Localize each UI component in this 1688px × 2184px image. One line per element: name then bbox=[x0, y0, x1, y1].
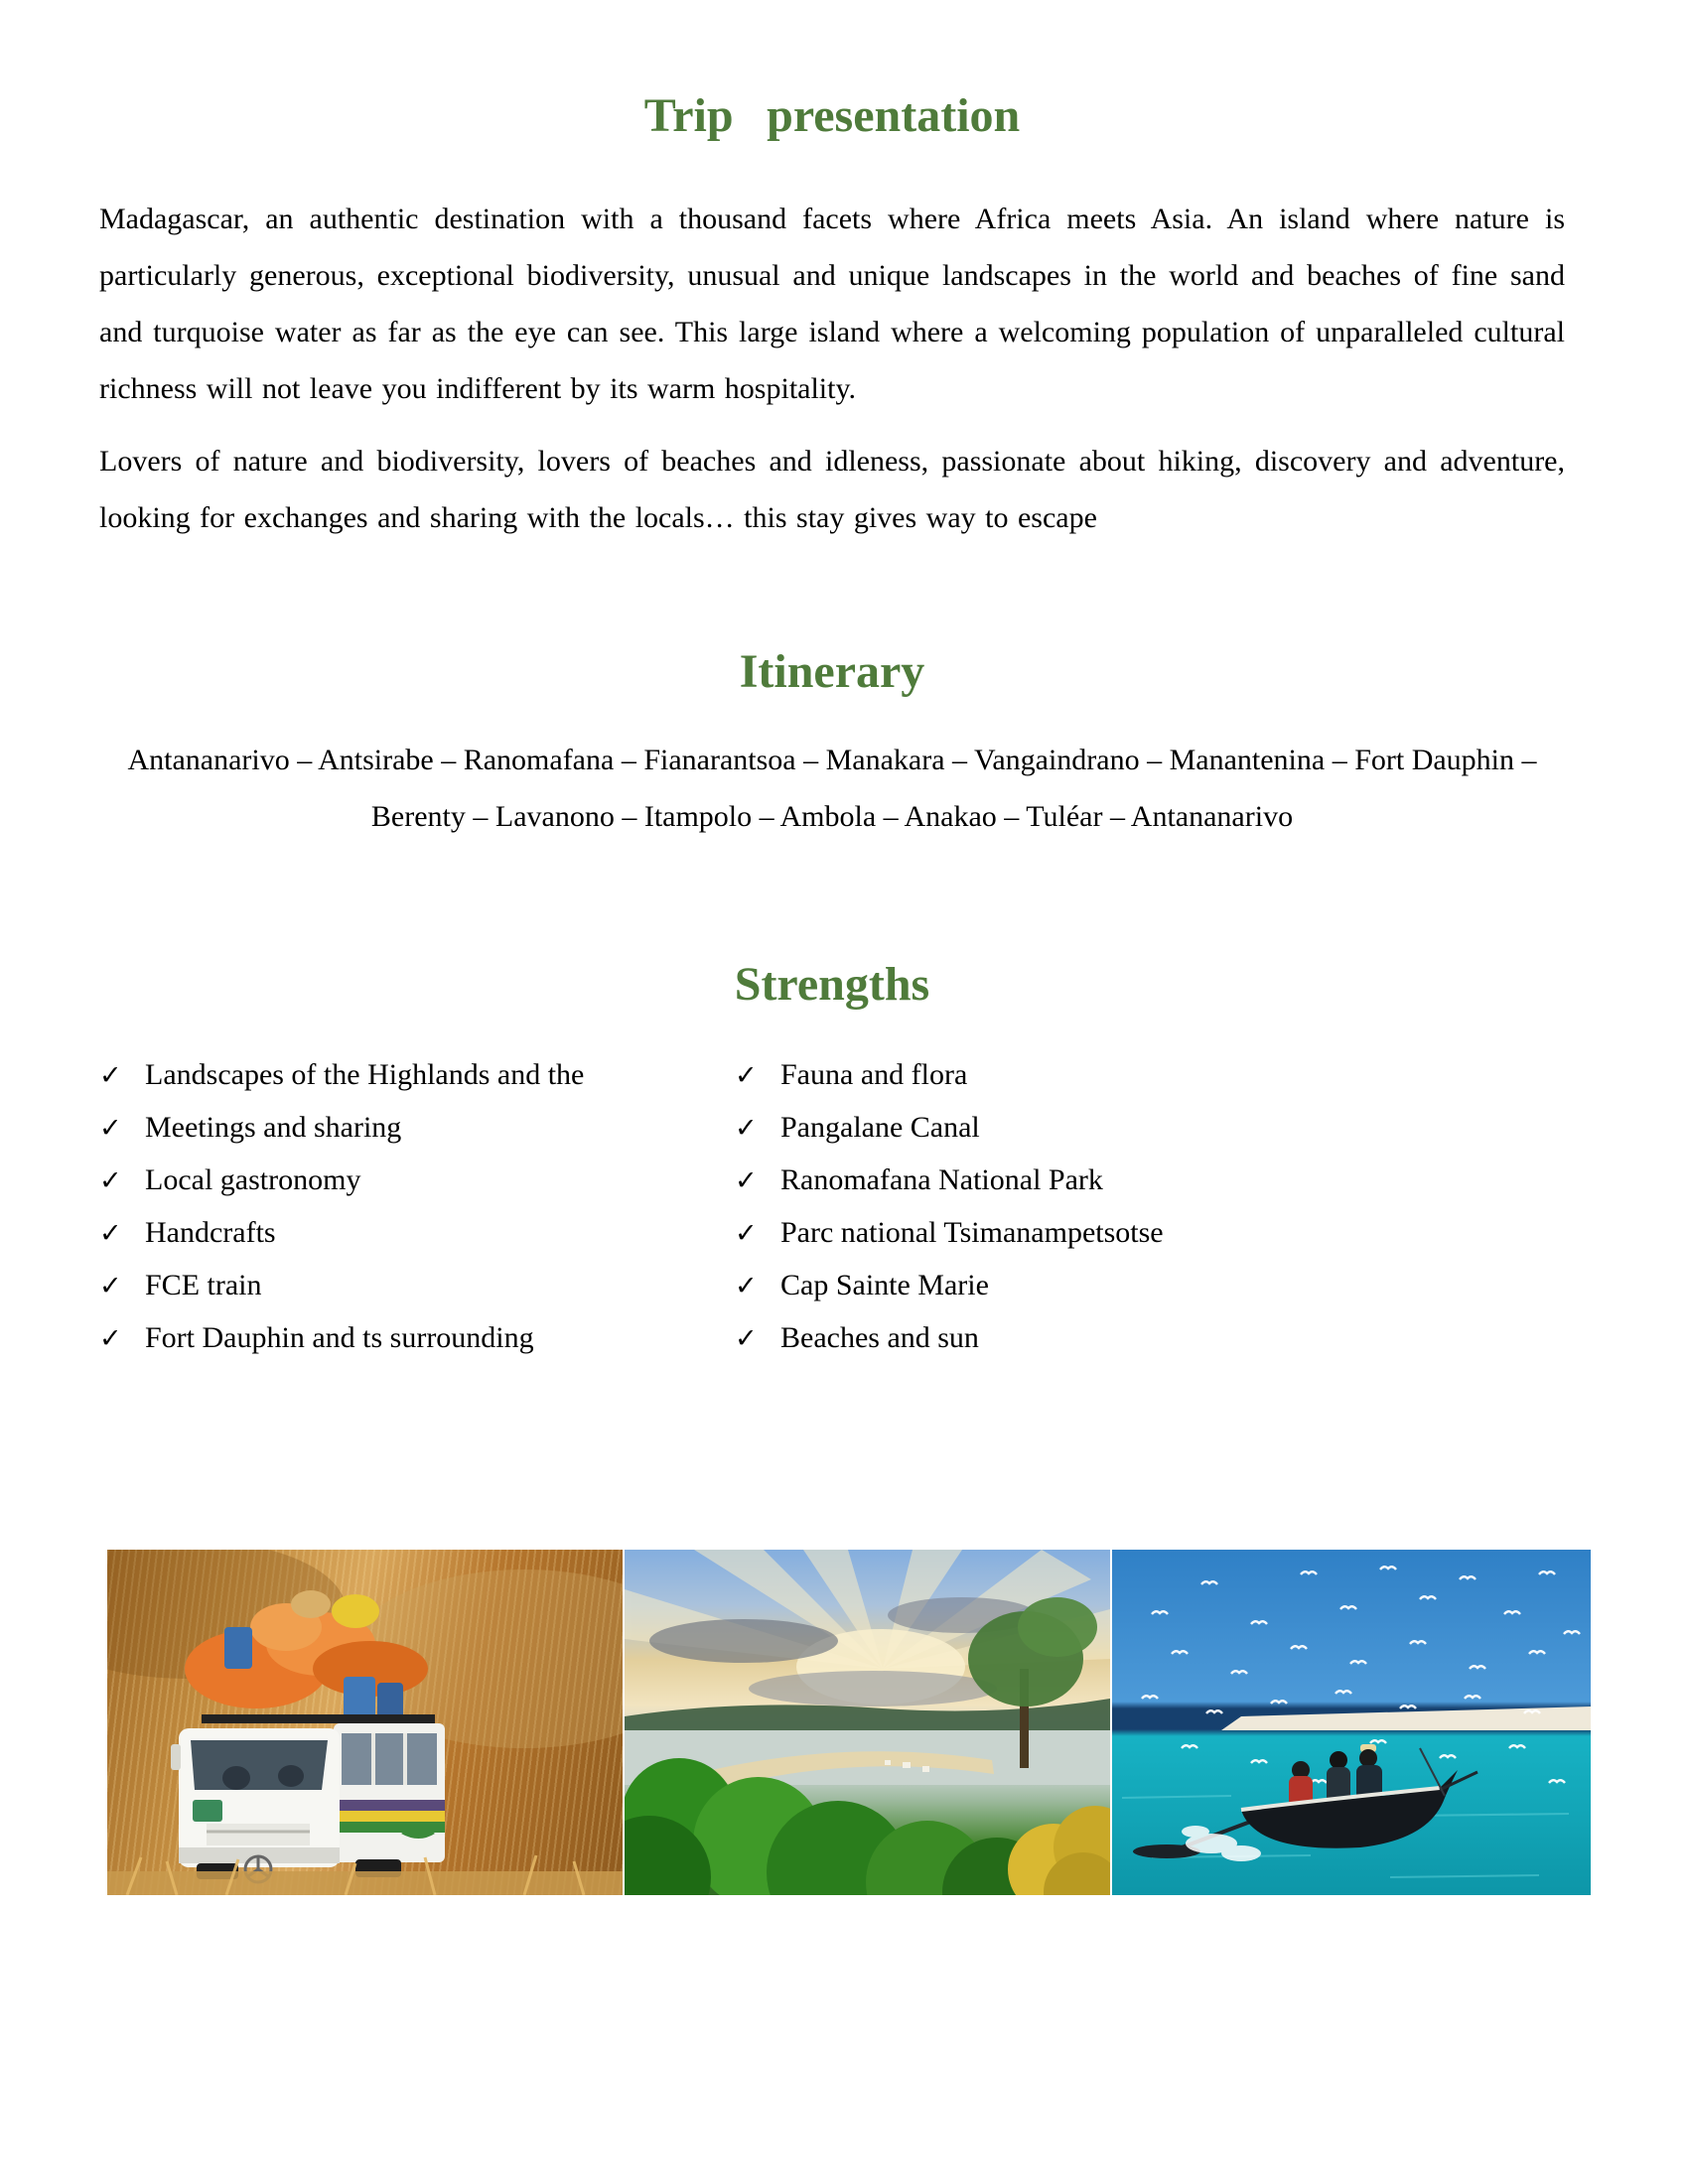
check-icon: ✓ bbox=[99, 1060, 122, 1092]
strength-label: Handcrafts bbox=[145, 1216, 276, 1250]
strength-label: Pangalane Canal bbox=[780, 1111, 980, 1145]
strength-item bbox=[735, 1049, 1164, 1102]
strength-label: Cap Sainte Marie bbox=[780, 1269, 989, 1302]
strength-label: Meetings and sharing bbox=[145, 1111, 402, 1145]
check-icon: ✓ bbox=[99, 1165, 122, 1197]
strength-item bbox=[735, 1260, 1164, 1312]
strengths-list-left bbox=[99, 1049, 735, 1365]
check-icon: ✓ bbox=[735, 1165, 758, 1197]
strength-label: Fauna and flora bbox=[780, 1058, 968, 1092]
photo-strip bbox=[107, 1550, 1565, 1895]
strength-label: Parc national Tsimanampetsotse bbox=[780, 1216, 1164, 1250]
strength-label: Fort Dauphin and ts surrounding bbox=[145, 1321, 534, 1355]
strength-item bbox=[99, 1155, 735, 1207]
strength-item bbox=[735, 1102, 1164, 1155]
document-content bbox=[0, 91, 1688, 1895]
strength-label: Ranomafana National Park bbox=[780, 1163, 1103, 1197]
check-icon: ✓ bbox=[99, 1218, 122, 1250]
outrigger-boat-photo bbox=[1112, 1550, 1591, 1895]
strength-item bbox=[99, 1207, 735, 1260]
sunset-bay-photo bbox=[625, 1550, 1110, 1895]
intro-paragraph-2: Lovers of nature and biodiversity, lovers of beaches and idleness, passionate about hiking, discovery and adventure, looking for exchanges and sharing with the locals… this stay gives way to escape bbox=[99, 445, 1565, 535]
check-icon: ✓ bbox=[735, 1271, 758, 1302]
bay-illustration bbox=[625, 1550, 1110, 1895]
strength-label: Beaches and sun bbox=[780, 1321, 979, 1355]
strength-item bbox=[735, 1312, 1164, 1365]
strengths-list-right bbox=[735, 1049, 1164, 1365]
check-icon: ✓ bbox=[99, 1323, 122, 1355]
strength-item bbox=[99, 1102, 735, 1155]
check-icon: ✓ bbox=[735, 1060, 758, 1092]
strength-item bbox=[99, 1312, 735, 1365]
check-icon: ✓ bbox=[735, 1323, 758, 1355]
itinerary-route bbox=[99, 732, 1565, 845]
check-icon: ✓ bbox=[735, 1218, 758, 1250]
overland-truck-photo bbox=[107, 1550, 623, 1895]
check-icon: ✓ bbox=[99, 1271, 122, 1302]
itinerary-heading: Itinerary bbox=[739, 645, 925, 699]
strength-item bbox=[735, 1207, 1164, 1260]
strengths-heading: Strengths bbox=[734, 957, 930, 1011]
strength-label: Local gastronomy bbox=[145, 1163, 361, 1197]
page-title: Trip presentation bbox=[643, 89, 1021, 142]
strength-item bbox=[99, 1260, 735, 1312]
intro-paragraph-1: Madagascar, an authentic destination with a thousand facets where Africa meets Asia. An island where nature is particularly generous, exceptional biodiversity, unusual and unique landscapes in the world and beaches of fine sand and turquoise water as far as the eye can see. This large island where a welcoming population of unparalleled cultural richness will not leave you indifferent by its warm hospitality. bbox=[99, 203, 1565, 406]
check-icon: ✓ bbox=[735, 1113, 758, 1145]
check-icon: ✓ bbox=[99, 1113, 122, 1145]
itinerary-route-line-2: Berenty – Lavanono – Itampolo – Ambola – Anakao – Tuléar – Antananarivo bbox=[370, 799, 1294, 833]
strength-label: Landscapes of the Highlands and the bbox=[145, 1058, 585, 1092]
strength-label: FCE train bbox=[145, 1269, 262, 1302]
sea-illustration bbox=[1112, 1550, 1591, 1895]
strength-item bbox=[735, 1155, 1164, 1207]
itinerary-route-line-1: Antananarivo – Antsirabe – Ranomafana – Fianarantsoa – Manakara – Vangaindrano – Manantenina – Fort Dauphin – bbox=[127, 743, 1537, 776]
strength-item bbox=[99, 1049, 735, 1102]
strengths-columns bbox=[99, 1049, 1565, 1365]
truck-illustration bbox=[107, 1550, 623, 1895]
